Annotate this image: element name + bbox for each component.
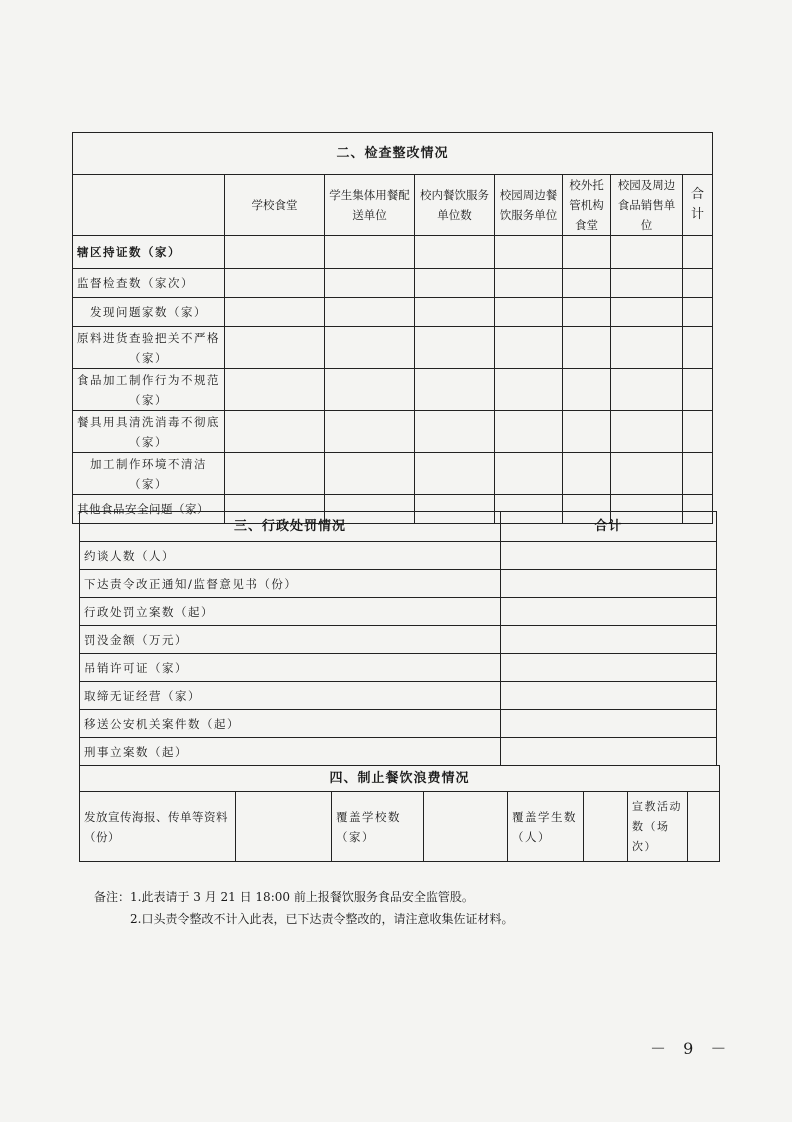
data-cell[interactable] [495, 298, 563, 327]
row-label: 餐具用具清洗消毒不彻底（家） [73, 411, 225, 453]
column-header-food-sales-units: 校园及周边食品销售单位 [611, 175, 683, 236]
item-label-schools-covered: 覆盖学校数（家） [332, 792, 424, 862]
row-label: 刑事立案数（起） [80, 738, 501, 766]
data-cell[interactable] [563, 369, 611, 411]
data-cell[interactable] [424, 792, 508, 862]
note-line-2: 2.口头责令整改不计入此表，已下达责令整改的，请注意收集佐证材料。 [130, 912, 514, 926]
row-label: 辖区持证数（家） [73, 236, 225, 269]
section-2-title: 二、检查整改情况 [73, 133, 713, 175]
data-cell[interactable] [225, 453, 325, 495]
row-label: 吊销许可证（家） [80, 654, 501, 682]
data-cell[interactable] [563, 411, 611, 453]
data-cell[interactable] [501, 654, 717, 682]
data-cell[interactable] [501, 626, 717, 654]
item-label-promotional-materials: 发放宣传海报、传单等资料（份） [80, 792, 236, 862]
data-cell[interactable] [325, 369, 415, 411]
data-cell[interactable] [495, 236, 563, 269]
row-label: 罚没金额（万元） [80, 626, 501, 654]
data-cell[interactable] [563, 298, 611, 327]
column-header-total: 合计 [683, 175, 713, 236]
data-cell[interactable] [415, 327, 495, 369]
data-cell[interactable] [225, 236, 325, 269]
data-cell[interactable] [325, 453, 415, 495]
inspection-rectification-table [72, 132, 713, 524]
header-blank-cell [73, 175, 225, 236]
column-header-on-campus-catering: 校内餐饮服务单位数 [415, 175, 495, 236]
data-cell[interactable] [563, 327, 611, 369]
data-cell[interactable] [683, 411, 713, 453]
data-cell[interactable] [611, 236, 683, 269]
data-cell[interactable] [495, 453, 563, 495]
data-cell[interactable] [325, 411, 415, 453]
data-cell[interactable] [611, 298, 683, 327]
section-4-title: 四、制止餐饮浪费情况 [80, 766, 720, 792]
data-cell[interactable] [225, 269, 325, 298]
data-cell[interactable] [225, 327, 325, 369]
data-cell[interactable] [683, 269, 713, 298]
data-cell[interactable] [415, 298, 495, 327]
row-label: 食品加工制作行为不规范（家） [73, 369, 225, 411]
data-cell[interactable] [611, 411, 683, 453]
data-cell[interactable] [563, 236, 611, 269]
data-cell[interactable] [501, 570, 717, 598]
row-label: 约谈人数（人） [80, 542, 501, 570]
data-cell[interactable] [225, 411, 325, 453]
data-cell[interactable] [683, 369, 713, 411]
food-waste-prevention-table [79, 765, 720, 862]
data-cell[interactable] [325, 269, 415, 298]
row-label: 下达责令改正通知/监督意见书（份） [80, 570, 501, 598]
column-header-campus-surrounding-catering: 校园周边餐饮服务单位 [495, 175, 563, 236]
row-label: 加工制作环境不清洁（家） [73, 453, 225, 495]
section-3-total-header: 合计 [501, 512, 717, 542]
data-cell[interactable] [495, 411, 563, 453]
row-label: 取缔无证经营（家） [80, 682, 501, 710]
data-cell[interactable] [683, 327, 713, 369]
data-cell[interactable] [495, 327, 563, 369]
data-cell[interactable] [415, 369, 495, 411]
column-header-school-canteen: 学校食堂 [225, 175, 325, 236]
data-cell[interactable] [415, 411, 495, 453]
row-label: 行政处罚立案数（起） [80, 598, 501, 626]
data-cell[interactable] [415, 236, 495, 269]
data-cell[interactable] [501, 542, 717, 570]
data-cell[interactable] [495, 369, 563, 411]
row-label: 监督检查数（家次） [73, 269, 225, 298]
notes [94, 886, 513, 930]
row-label: 移送公安机关案件数（起） [80, 710, 501, 738]
data-cell[interactable] [611, 269, 683, 298]
data-cell[interactable] [225, 369, 325, 411]
data-cell[interactable] [495, 269, 563, 298]
administrative-penalty-table [79, 511, 717, 766]
data-cell[interactable] [611, 327, 683, 369]
data-cell[interactable] [415, 269, 495, 298]
row-label: 发现问题家数（家） [73, 298, 225, 327]
data-cell[interactable] [501, 682, 717, 710]
item-label-students-covered: 覆盖学生数（人） [508, 792, 584, 862]
data-cell[interactable] [683, 453, 713, 495]
data-cell[interactable] [563, 453, 611, 495]
row-label: 原料进货查验把关不严格（家） [73, 327, 225, 369]
data-cell[interactable] [584, 792, 628, 862]
data-cell[interactable] [325, 327, 415, 369]
data-cell[interactable] [683, 236, 713, 269]
data-cell[interactable] [611, 369, 683, 411]
data-cell[interactable] [225, 298, 325, 327]
data-cell[interactable] [501, 738, 717, 766]
data-cell[interactable] [415, 453, 495, 495]
item-label-education-activities: 宣教活动数（场次） [628, 792, 688, 862]
data-cell[interactable] [325, 298, 415, 327]
column-header-meal-delivery: 学生集体用餐配送单位 [325, 175, 415, 236]
data-cell[interactable] [501, 710, 717, 738]
column-header-off-campus-care-canteen: 校外托管机构食堂 [563, 175, 611, 236]
data-cell[interactable] [501, 598, 717, 626]
data-cell[interactable] [563, 269, 611, 298]
data-cell[interactable] [611, 453, 683, 495]
data-cell[interactable] [688, 792, 720, 862]
data-cell[interactable] [325, 236, 415, 269]
data-cell[interactable] [236, 792, 332, 862]
page-number: － 9 － [650, 1039, 733, 1058]
note-line-1: 备注：1.此表请于 3 月 21 日 18:00 前上报餐饮服务食品安全监管股。 [94, 890, 474, 904]
row-label: 其他食品安全问题（家） [73, 495, 225, 524]
section-3-title: 三、行政处罚情况 [80, 512, 501, 542]
data-cell[interactable] [683, 298, 713, 327]
